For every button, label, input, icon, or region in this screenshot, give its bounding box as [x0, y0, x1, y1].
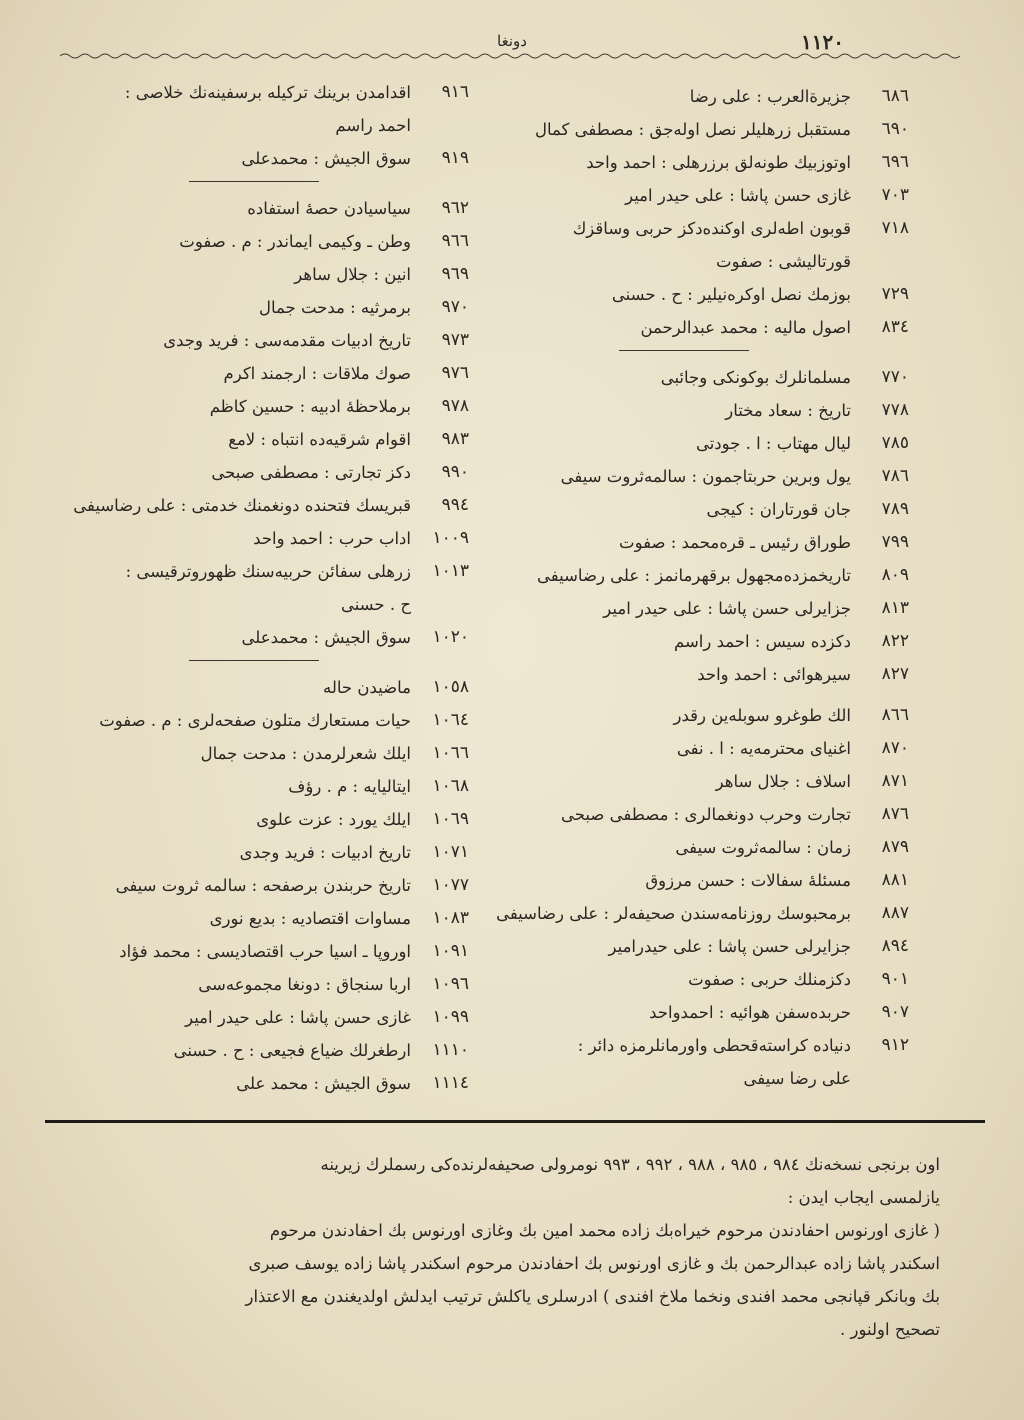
entry-title	[49, 192, 411, 225]
index-entry	[49, 522, 469, 555]
page-ref-number: ٩٧٨	[441, 396, 469, 416]
page-ref-number: ٧٩٩	[881, 532, 909, 552]
entry-title-text: برمحبوسك روزنامەسندن صحيفەلر : علی رضاسيفی	[496, 904, 851, 923]
footnote-line: يازلمسی ايجاب ايدن :	[787, 1188, 940, 1207]
index-entry	[49, 76, 469, 142]
entry-title	[489, 732, 851, 765]
page-ref-number: ٨٠٩	[881, 565, 909, 585]
page-ref-number: ٧٨٦	[881, 466, 909, 486]
index-entry	[49, 704, 469, 737]
entry-title	[489, 212, 851, 278]
index-entry	[49, 803, 469, 836]
entry-title	[49, 803, 411, 836]
index-entry	[49, 1001, 469, 1034]
entry-title-text: دنيادە كراستەقحطی واورمانلرمزه دائر :	[577, 1036, 851, 1055]
index-entry	[489, 592, 909, 625]
entry-title-text: ايلك شعرلرمدن : مدحت جمال	[200, 744, 411, 763]
page-ref-number: ١١١٤	[432, 1073, 469, 1093]
index-column-right	[489, 80, 909, 1095]
entry-title	[489, 831, 851, 864]
page-ref-number: ٧٠٣	[881, 185, 909, 205]
entry-title	[489, 592, 851, 625]
entry-title	[49, 737, 411, 770]
index-entry	[49, 192, 469, 225]
page-ref-number: ٧٨٩	[881, 499, 909, 519]
page-ref-number: ١٠٩١	[432, 941, 469, 961]
page-ref-number: ٨٦٦	[881, 705, 909, 725]
index-entry	[49, 324, 469, 357]
page-ref-number: ٩٧٦	[441, 363, 469, 383]
entry-title	[489, 113, 851, 146]
page-ref-number: ٦٩٦	[881, 152, 909, 172]
index-entry	[49, 258, 469, 291]
entry-title	[49, 324, 411, 357]
index-entry	[489, 212, 909, 278]
entry-title-text: سوق الجيش : محمدعلی	[241, 149, 411, 168]
entry-title	[49, 357, 411, 390]
index-entry	[489, 1029, 909, 1095]
index-entry	[49, 770, 469, 803]
index-group	[489, 361, 909, 691]
entry-title	[49, 671, 411, 704]
entry-author-continuation: احمد راسم	[335, 116, 411, 135]
page-ref-number: ٨٢٧	[881, 664, 909, 684]
index-entry	[49, 225, 469, 258]
entry-title	[489, 765, 851, 798]
footnote-line: اسكندر پاشا زاده عبدالرحمن بك و غازی اورنوس بك احفادندن مرحوم اسكندر پاشا زاده يوسف صبری	[248, 1254, 940, 1273]
page-ref-number: ٨٣٤	[881, 317, 909, 337]
entry-title	[49, 291, 411, 324]
page-ref-number: ١٠٠٩	[432, 528, 469, 548]
entry-title	[489, 146, 851, 179]
entry-title-text: اربا سنجاق : دونغا مجموعەسی	[198, 975, 411, 994]
entry-title	[49, 836, 411, 869]
page-ref-number: ٩٦٦	[441, 231, 469, 251]
entry-title-text: جان قورتاران : كيجی	[706, 500, 851, 519]
footnote	[60, 1148, 940, 1346]
index-entry	[49, 671, 469, 704]
entry-title	[49, 621, 411, 654]
index-entry	[49, 291, 469, 324]
entry-title-text: سوق الجيش : محمد علی	[236, 1074, 411, 1093]
page-ref-number: ٩١٦	[441, 82, 469, 102]
footnote-line: ( غازی اورنوس احفادندن مرحوم خيراەبك زاده محمد امين بك وغازی اورنوس بك احفادندن مرحوم	[269, 1221, 940, 1240]
index-entry	[49, 869, 469, 902]
entry-title-text: طوراق رئيس ـ قرەمحمد : صفوت	[619, 533, 851, 552]
entry-title	[49, 1001, 411, 1034]
index-entry	[489, 361, 909, 394]
index-entry	[489, 394, 909, 427]
entry-title-text: مستقبل زرهليلر نصل اولەجق : مصطفى كمال	[534, 120, 851, 139]
entry-title	[489, 930, 851, 963]
entry-title-text: اصول ماليه : محمد عبدالرحمن	[640, 318, 851, 337]
index-group	[49, 192, 469, 654]
page-ref-number: ١٠٦٩	[432, 809, 469, 829]
entry-title-text: تاريخ حربندن برصفحه : سالمه ثروت سيفی	[115, 876, 411, 895]
page-ref-number: ١٠٦٤	[432, 710, 469, 730]
page-ref-number: ١٠٨٣	[432, 908, 469, 928]
entry-title	[49, 869, 411, 902]
entry-author-continuation: قورتاليشی : صفوت	[716, 252, 851, 271]
entry-title	[489, 526, 851, 559]
footnote-rule	[45, 1120, 985, 1123]
page-ref-number: ١٠٦٦	[432, 743, 469, 763]
page-ref-number: ٧٧٨	[881, 400, 909, 420]
entry-title	[49, 935, 411, 968]
entry-title	[49, 390, 411, 423]
entry-title	[489, 179, 851, 212]
entry-title-text: دكزدە سيس : احمد راسم	[673, 632, 851, 651]
index-entry	[489, 625, 909, 658]
entry-title-text: غازی حسن پاشا : علی حيدر امير	[625, 186, 851, 205]
page-ref-number: ٨٨٧	[881, 903, 909, 923]
entry-title	[489, 996, 851, 1029]
index-entry	[49, 836, 469, 869]
entry-title	[489, 897, 851, 930]
entry-title-text: انين : جلال ساهر	[294, 265, 411, 284]
entry-title-text: سياسيادن حصۀ استفاده	[247, 199, 411, 218]
group-divider	[619, 350, 749, 351]
page-ref-number: ٩٧٠	[441, 297, 469, 317]
index-entry	[49, 390, 469, 423]
entry-title-text: دكزمنلك حربی : صفوت	[688, 970, 851, 989]
index-entry	[489, 798, 909, 831]
index-entry	[489, 765, 909, 798]
page-ref-number: ٨٧٠	[881, 738, 909, 758]
entry-title-text: برمرثيه : مدحت جمال	[258, 298, 411, 317]
entry-title	[489, 963, 851, 996]
page-ref-number: ٩٠١	[881, 969, 909, 989]
page-ref-number: ٩١٢	[881, 1035, 909, 1055]
index-entry	[49, 357, 469, 390]
entry-title-text: ايلك يورد : عزت علوی	[256, 810, 411, 829]
entry-title-text: غازی حسن پاشا : علی حيدر امير	[185, 1008, 411, 1027]
index-entry	[49, 555, 469, 621]
page-ref-number: ٩١٩	[441, 148, 469, 168]
page-ref-number: ٨٧٩	[881, 837, 909, 857]
index-entry	[49, 902, 469, 935]
index-entry	[489, 526, 909, 559]
entry-title	[49, 902, 411, 935]
entry-title-text: تاريخ ادبيات : فريد وجدی	[239, 843, 411, 862]
index-group	[489, 699, 909, 1095]
entry-title-text: قوبون اطەلری اوكندەدكز حربی وساقزك	[572, 219, 851, 238]
entry-title	[489, 361, 851, 394]
page-ref-number: ١٠٧١	[432, 842, 469, 862]
entry-author-continuation: علی رضا سيفی	[743, 1069, 851, 1088]
entry-title	[489, 493, 851, 526]
entry-title	[489, 559, 851, 592]
entry-title-text: اداب حرب : احمد واحد	[253, 529, 411, 548]
entry-title-text: اسلاف : جلال ساهر	[715, 772, 851, 791]
page-ref-number: ١٠٦٨	[432, 776, 469, 796]
entry-title	[49, 142, 411, 175]
footnote-line: تصحيح اولنور .	[840, 1320, 940, 1339]
page-ref-number: ٧٢٩	[881, 284, 909, 304]
group-divider	[189, 660, 319, 661]
entry-title	[49, 456, 411, 489]
entry-title-text: ارطغرلك ضياع فجيعی : ح . حسنی	[173, 1041, 411, 1060]
entry-title-text: سوق الجيش : محمدعلی	[241, 628, 411, 647]
index-entry	[489, 460, 909, 493]
page-ref-number: ٨٢٢	[881, 631, 909, 651]
page-ref-number: ٧١٨	[881, 218, 909, 238]
footnote-line: اون برنجی نسخەنك ٩٨٤ ، ٩٨٥ ، ٩٨٨ ، ٩٩٢ ، ٩٩٣ نومرولی صحيفەلرندەكی رسملرك زيرينه	[320, 1155, 940, 1174]
entry-title-text: بوزمك نصل اوكرەنيلير : ح . حسنی	[611, 285, 851, 304]
index-entry	[489, 658, 909, 691]
index-entry	[49, 456, 469, 489]
entry-title-text: ايتاليايه : م . رؤف	[288, 777, 411, 796]
entry-title-text: دكز تجارتی : مصطفى صبحی	[211, 463, 411, 482]
entry-title	[49, 704, 411, 737]
entry-title	[489, 1029, 851, 1095]
page-ref-number: ٩٧٣	[441, 330, 469, 350]
entry-title-text: تاريخ : سعاد مختار	[725, 401, 851, 420]
entry-title	[49, 489, 411, 522]
page-ref-number: ١١١٠	[432, 1040, 469, 1060]
index-entry	[49, 142, 469, 175]
entry-title-text: تجارت وحرب دونغمالری : مصطفى صبحی	[560, 805, 851, 824]
entry-title	[489, 311, 851, 344]
index-entry	[489, 427, 909, 460]
entry-title-text: صوك ملاقات : ارجمند اكرم	[223, 364, 411, 383]
page-ref-number: ٨٩٤	[881, 936, 909, 956]
entry-title-text: اقدامدن برينك تركيله برسفينەنك خلاصی :	[124, 83, 411, 102]
index-entry	[49, 737, 469, 770]
entry-title-text: تاريخمزدەمجهول برقهرمانمز : علی رضاسيفی	[537, 566, 851, 585]
index-entry	[489, 732, 909, 765]
entry-title	[49, 770, 411, 803]
entry-title-text: اقوام شرقيەدە انتباه : لامع	[228, 430, 411, 449]
entry-title-text: الك طوغرو سوبلەين رقدر	[673, 706, 851, 725]
entry-title	[49, 1034, 411, 1067]
index-column-left	[49, 76, 469, 1100]
page-ref-number: ١٠٢٠	[432, 627, 469, 647]
index-entry	[489, 80, 909, 113]
index-group	[489, 80, 909, 344]
entry-title	[49, 522, 411, 555]
entry-title	[489, 427, 851, 460]
footnote-line: بك وبانكر قپانجی محمد افندی ونخما ملاخ افندی ) ادرسلری ياكلش ترتيب ايدلش اولديغندن مع الاعتذار	[245, 1287, 940, 1306]
entry-title-text: ليال مهتاب : ا . جودتی	[695, 434, 851, 453]
entry-title	[49, 258, 411, 291]
page-ref-number: ٦٩٠	[881, 119, 909, 139]
entry-title-text: وطن ـ وكيمی ايماندر : م . صفوت	[179, 232, 411, 251]
index-entry	[49, 423, 469, 456]
page-header	[60, 30, 964, 54]
index-entry	[49, 935, 469, 968]
page-ref-number: ١٠٩٦	[432, 974, 469, 994]
entry-title	[49, 1067, 411, 1100]
page-ref-number: ٨٨١	[881, 870, 909, 890]
entry-title-text: زمان : سالمەثروت سيفی	[675, 838, 851, 857]
page-number: ١١٢٠	[801, 30, 844, 54]
index-entry	[489, 864, 909, 897]
entry-title-text: سيرهوائی : احمد واحد	[697, 665, 851, 684]
entry-title	[489, 80, 851, 113]
page-ref-number: ١٠١٣	[432, 561, 469, 581]
entry-title-text: جزايرلی حسن پاشا : علی حيدر امير	[603, 599, 851, 618]
index-entry	[489, 897, 909, 930]
page-ref-number: ٧٨٥	[881, 433, 909, 453]
index-entry	[49, 1067, 469, 1100]
entry-title-text: جزيرةالعرب : علی رضا	[689, 87, 851, 106]
running-title: دونغا	[497, 32, 527, 50]
entry-title	[489, 625, 851, 658]
entry-title-text: مسئلۀ سفالات : حسن مرزوق	[645, 871, 851, 890]
index-entry	[489, 278, 909, 311]
index-entry	[489, 179, 909, 212]
entry-title-text: اغنيای محترمەيه : ا . نفی	[676, 739, 851, 758]
entry-title-text: تاريخ ادبيات مقدمەسی : فريد وجدی	[163, 331, 411, 350]
entry-title	[49, 76, 411, 142]
index-entry	[489, 963, 909, 996]
index-entry	[489, 996, 909, 1029]
entry-title-text: برملاحظۀ ادبيه : حسين كاظم	[209, 397, 411, 416]
group-divider	[189, 181, 319, 182]
entry-author-continuation: ح . حسنی	[340, 595, 411, 614]
index-entry	[49, 621, 469, 654]
page-ref-number: ٨١٣	[881, 598, 909, 618]
entry-title-text: حربدەسفن هوائيه : احمدواحد	[649, 1003, 851, 1022]
page-ref-number: ٨٧٦	[881, 804, 909, 824]
entry-title-text: زرهلی سفائن حربيەسنك ظهوروترقيسی :	[125, 562, 411, 581]
page-ref-number: ٩٦٢	[441, 198, 469, 218]
entry-title-text: ماضيدن حاله	[323, 678, 411, 697]
entry-title	[49, 968, 411, 1001]
page-ref-number: ١٠٩٩	[432, 1007, 469, 1027]
index-entry	[489, 930, 909, 963]
index-entry	[49, 968, 469, 1001]
page-ref-number: ٩٦٩	[441, 264, 469, 284]
entry-title	[489, 460, 851, 493]
page-ref-number: ٩٩٠	[441, 462, 469, 482]
page-ref-number: ٩٩٤	[441, 495, 469, 515]
page-ref-number: ٩٠٧	[881, 1002, 909, 1022]
page-ref-number: ١٠٥٨	[432, 677, 469, 697]
page-ref-number: ٦٨٦	[881, 86, 909, 106]
index-group	[49, 671, 469, 1100]
page-ref-number: ٧٧٠	[881, 367, 909, 387]
index-entry	[489, 493, 909, 526]
entry-title	[489, 658, 851, 691]
entry-title	[489, 864, 851, 897]
page-ref-number: ٨٧١	[881, 771, 909, 791]
entry-title-text: قبريسك فتحندە دونغمنك خدمتی : علی رضاسيفی	[73, 496, 411, 515]
entry-title	[489, 798, 851, 831]
entry-title	[49, 225, 411, 258]
index-entry	[49, 1034, 469, 1067]
index-entry	[489, 113, 909, 146]
header-wavy-rule	[60, 52, 960, 60]
page-ref-number: ٩٨٣	[441, 429, 469, 449]
entry-title-text: اوتوزبيك طونەلق برزرهلی : احمد واحد	[586, 153, 851, 172]
entry-title-text: مسلمانلرك بوكونكی وجائبی	[660, 368, 851, 387]
entry-title	[49, 423, 411, 456]
page-ref-number: ١٠٧٧	[432, 875, 469, 895]
index-entry	[489, 559, 909, 592]
entry-title	[489, 278, 851, 311]
entry-title-text: مساوات اقتصاديه : بديع نوری	[209, 909, 411, 928]
entry-title	[49, 555, 411, 621]
index-entry	[49, 489, 469, 522]
entry-title	[489, 699, 851, 732]
index-entry	[489, 831, 909, 864]
entry-title-text: حيات مستعارك متلون صفحەلری : م . صفوت	[99, 711, 411, 730]
entry-title	[489, 394, 851, 427]
entry-title-text: يول وبرين حربتاجمون : سالمەثروت سيفی	[560, 467, 851, 486]
entry-title-text: جزايرلی حسن پاشا : علی حيدرامير	[608, 937, 851, 956]
entry-title-text: اوروپا ـ اسيا حرب اقتصاديسی : محمد فؤاد	[119, 942, 411, 961]
index-entry	[489, 146, 909, 179]
index-entry	[489, 699, 909, 732]
index-entry	[489, 311, 909, 344]
index-group	[49, 76, 469, 175]
